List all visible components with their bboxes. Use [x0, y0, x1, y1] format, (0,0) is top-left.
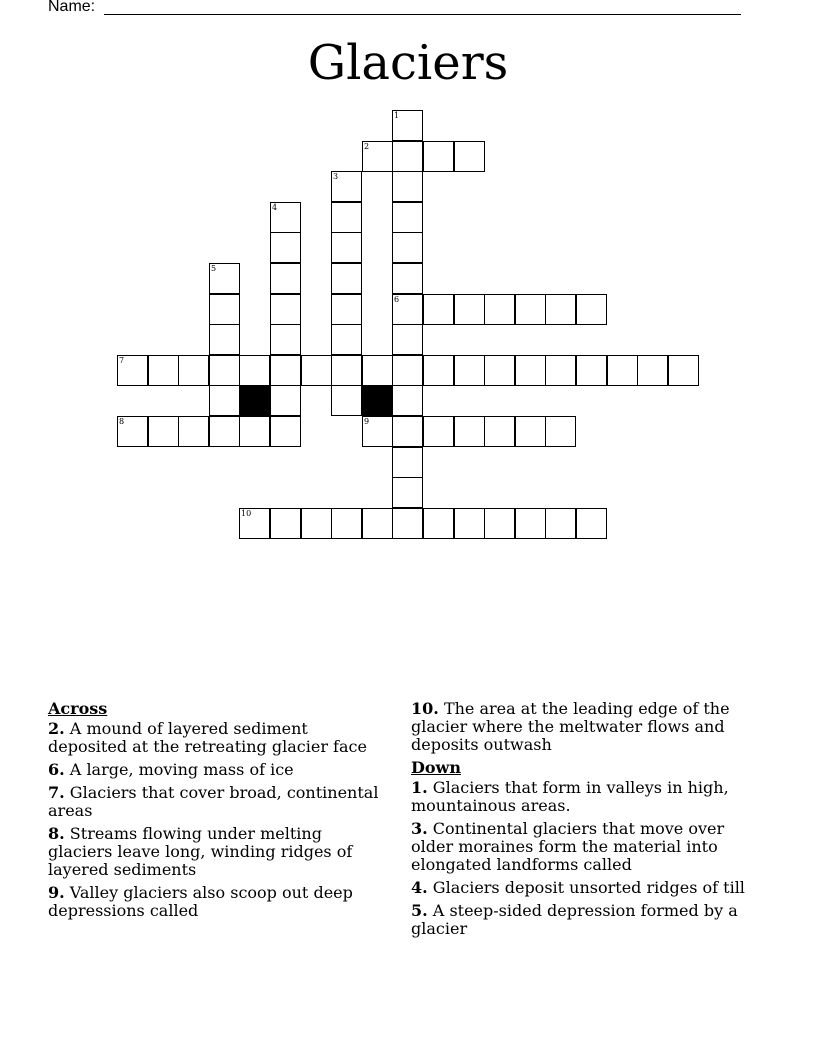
clue-across-9: 9. Valley glaciers also scoop out deep depressions called — [48, 883, 353, 920]
crossword-cell[interactable] — [148, 416, 179, 447]
crossword-cell[interactable] — [454, 416, 485, 447]
crossword-cell[interactable] — [331, 232, 362, 263]
crossword-cell[interactable] — [392, 294, 423, 325]
crossword-cell[interactable] — [454, 508, 485, 539]
crossword-cell[interactable] — [392, 110, 423, 141]
crossword-cell[interactable] — [331, 263, 362, 294]
cell-number: 3 — [333, 172, 339, 181]
crossword-cell[interactable] — [515, 355, 546, 386]
clue-across-2: 2. A mound of layered sediment deposited at the retreating glacier face — [48, 719, 367, 756]
crossword-cell[interactable] — [423, 416, 454, 447]
crossword-cell[interactable] — [392, 141, 423, 172]
clue-down-5: 5. A steep-sided depression formed by a glacier — [411, 901, 738, 938]
crossword-cell[interactable] — [484, 355, 515, 386]
crossword-cell[interactable] — [209, 263, 240, 294]
crossword-cell[interactable] — [576, 355, 607, 386]
crossword-cell[interactable] — [362, 508, 393, 539]
crossword-cell[interactable] — [392, 171, 423, 202]
crossword-cell[interactable] — [545, 416, 576, 447]
crossword-cell[interactable] — [576, 508, 607, 539]
crossword-cell[interactable] — [392, 232, 423, 263]
crossword-cell[interactable] — [331, 355, 362, 386]
black-square — [239, 385, 270, 416]
clues-left-column — [48, 700, 388, 925]
cell-number: 1 — [394, 111, 400, 120]
crossword-cell[interactable] — [301, 355, 332, 386]
clue-down-3: 3. Continental glaciers that move over older moraines form the material into elongated landforms called — [411, 819, 725, 874]
crossword-cell[interactable] — [515, 416, 546, 447]
crossword-cell[interactable] — [331, 202, 362, 233]
clues-right-column — [411, 700, 756, 943]
crossword-cell[interactable] — [209, 355, 240, 386]
crossword-cell[interactable] — [392, 355, 423, 386]
crossword-cell[interactable] — [270, 294, 301, 325]
crossword-cell[interactable] — [515, 508, 546, 539]
cell-number: 6 — [394, 295, 400, 304]
crossword-cell[interactable] — [362, 416, 393, 447]
black-square — [362, 385, 393, 416]
crossword-cell[interactable] — [545, 508, 576, 539]
cell-number: 7 — [119, 356, 125, 365]
crossword-cell[interactable] — [423, 141, 454, 172]
clue-across-7: 7. Glaciers that cover broad, continental areas — [48, 783, 379, 820]
crossword-cell[interactable] — [239, 416, 270, 447]
crossword-cell[interactable] — [209, 324, 240, 355]
cell-number: 9 — [364, 417, 370, 426]
crossword-cell[interactable] — [484, 294, 515, 325]
crossword-cell[interactable] — [392, 447, 423, 478]
crossword-cell[interactable] — [454, 355, 485, 386]
crossword-cell[interactable] — [331, 294, 362, 325]
crossword-cell[interactable] — [423, 294, 454, 325]
crossword-cell[interactable] — [607, 355, 638, 386]
crossword-cell[interactable] — [239, 508, 270, 539]
crossword-cell[interactable] — [454, 141, 485, 172]
crossword-cell[interactable] — [178, 355, 209, 386]
crossword-cell[interactable] — [270, 416, 301, 447]
clue-across-10: 10. The area at the leading edge of the glacier where the meltwater flows and deposits outwash — [411, 699, 730, 754]
clue-down-1: 1. Glaciers that form in valleys in high, mountainous areas. — [411, 778, 729, 815]
crossword-cell[interactable] — [270, 232, 301, 263]
crossword-cell[interactable] — [484, 416, 515, 447]
crossword-cell[interactable] — [392, 416, 423, 447]
crossword-cell[interactable] — [209, 416, 240, 447]
crossword-cell[interactable] — [178, 416, 209, 447]
crossword-cell[interactable] — [209, 294, 240, 325]
crossword-cell[interactable] — [637, 355, 668, 386]
crossword-cell[interactable] — [392, 324, 423, 355]
down-heading: Down — [411, 758, 461, 777]
crossword-cell[interactable] — [423, 355, 454, 386]
clue-down-4: 4. Glaciers deposit unsorted ridges of till — [411, 878, 745, 897]
across-heading: Across — [48, 699, 108, 718]
crossword-cell[interactable] — [148, 355, 179, 386]
crossword-cell[interactable] — [270, 385, 301, 416]
crossword-cell[interactable] — [331, 171, 362, 202]
crossword-cell[interactable] — [331, 508, 362, 539]
crossword-cell[interactable] — [392, 508, 423, 539]
crossword-cell[interactable] — [270, 508, 301, 539]
crossword-cell[interactable] — [270, 355, 301, 386]
crossword-cell[interactable] — [545, 294, 576, 325]
page-title: Glaciers — [307, 35, 509, 91]
crossword-cell[interactable] — [454, 294, 485, 325]
clue-across-6: 6. A large, moving mass of ice — [48, 760, 294, 779]
crossword-cell[interactable] — [484, 508, 515, 539]
crossword-cell[interactable] — [392, 385, 423, 416]
crossword-cell[interactable] — [301, 508, 332, 539]
cell-number: 5 — [211, 264, 217, 273]
crossword-cell[interactable] — [392, 202, 423, 233]
crossword-cell[interactable] — [392, 263, 423, 294]
crossword-cell[interactable] — [362, 141, 393, 172]
crossword-cell[interactable] — [423, 508, 454, 539]
crossword-cell[interactable] — [331, 324, 362, 355]
crossword-cell[interactable] — [117, 416, 148, 447]
crossword-cell[interactable] — [209, 385, 240, 416]
cell-number: 2 — [364, 142, 370, 151]
name-label: Name: — [48, 0, 96, 15]
crossword-cell[interactable] — [576, 294, 607, 325]
cell-number: 10 — [241, 509, 252, 518]
crossword-cell[interactable] — [270, 324, 301, 355]
clue-across-8: 8. Streams flowing under melting glaciers leave long, winding ridges of layered sediments — [48, 824, 353, 879]
crossword-cell[interactable] — [117, 355, 148, 386]
crossword-cell[interactable] — [545, 355, 576, 386]
crossword-cell[interactable] — [668, 355, 699, 386]
crossword-cell[interactable] — [392, 477, 423, 508]
crossword-cell[interactable] — [239, 355, 270, 386]
crossword-cell[interactable] — [270, 202, 301, 233]
crossword-cell[interactable] — [331, 385, 362, 416]
crossword-cell[interactable] — [515, 294, 546, 325]
crossword-cell[interactable] — [362, 355, 393, 386]
cell-number: 4 — [272, 203, 278, 212]
crossword-cell[interactable] — [270, 263, 301, 294]
cell-number: 8 — [119, 417, 125, 426]
